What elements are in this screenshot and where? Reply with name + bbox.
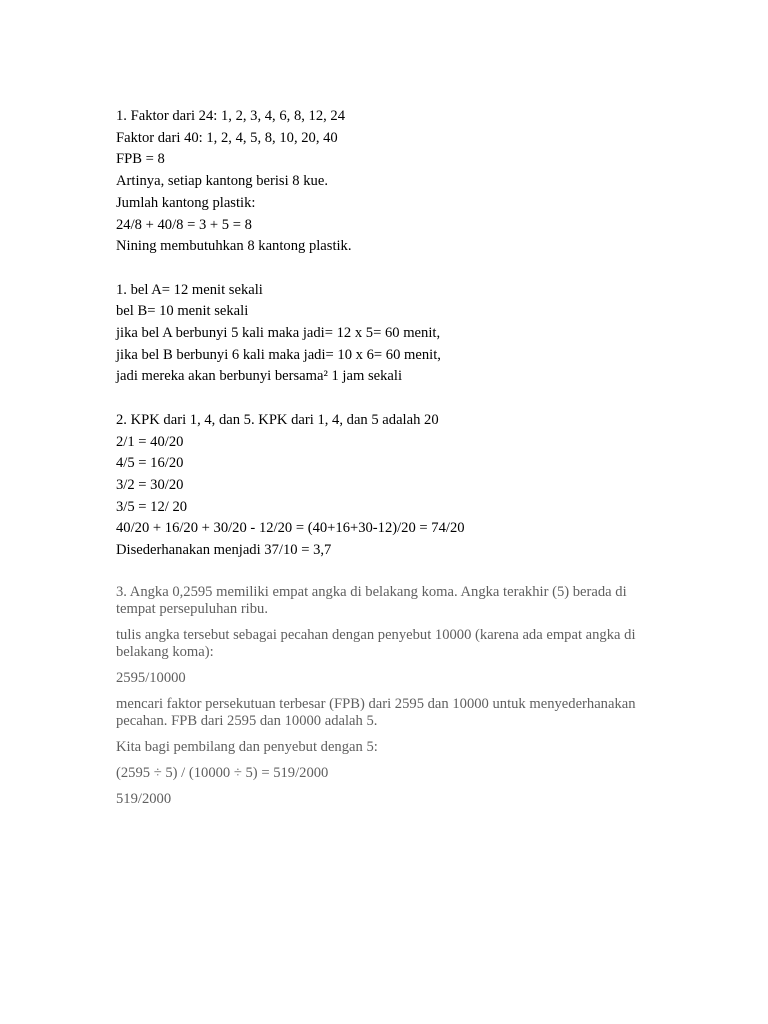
answer-kpk-block <box>116 410 661 562</box>
text-line: jika bel B berbunyi 6 kali maka jadi= 10 x 6= 60 menit, <box>116 346 441 363</box>
paragraph: 3. Angka 0,2595 memiliki empat angka di belakang koma. Angka terakhir (5) berada di tempat persepuluhan ribu. <box>116 583 627 617</box>
text-line: 2/1 = 40/20 <box>116 433 184 450</box>
paragraph: Kita bagi pembilang dan penyebut dengan 5: <box>116 738 378 755</box>
document-page <box>116 106 661 817</box>
paragraph: 2595/10000 <box>116 669 186 686</box>
text-line: Jumlah kantong plastik: <box>116 194 256 211</box>
text-line: jadi mereka akan berbunyi bersama² 1 jam sekali <box>116 368 403 385</box>
paragraph: mencari faktor persekutuan terbesar (FPB) dari 2595 dan 10000 untuk menyederhanakan pecahan. FPB dari 2595 dan 10000 adalah 5. <box>116 695 636 729</box>
answer-bell-block <box>116 280 661 389</box>
answer-fpb-block <box>116 106 661 258</box>
paragraph-gap <box>116 388 661 410</box>
text-line: Artinya, setiap kantong berisi 8 kue. <box>116 173 328 190</box>
paragraph: tulis angka tersebut sebagai pecahan dengan penyebut 10000 (karena ada empat angka di belakang koma): <box>116 626 636 660</box>
paragraph: 519/2000 <box>116 790 172 807</box>
answer-decimal-fraction-block <box>116 584 661 808</box>
text-line: Disederhanakan menjadi 37/10 = 3,7 <box>116 542 332 559</box>
text-line: 2. KPK dari 1, 4, dan 5. KPK dari 1, 4, dan 5 adalah 20 <box>116 411 439 428</box>
text-line: 3/2 = 30/20 <box>116 476 184 493</box>
text-line: 3/5 = 12/ 20 <box>116 498 188 515</box>
text-line: Faktor dari 40: 1, 2, 4, 5, 8, 10, 20, 40 <box>116 129 338 146</box>
text-line: bel B= 10 menit sekali <box>116 303 249 320</box>
text-line: 1. bel A= 12 menit sekali <box>116 281 263 298</box>
text-line: 4/5 = 16/20 <box>116 455 184 472</box>
paragraph-gap <box>116 258 661 280</box>
text-line: FPB = 8 <box>116 151 165 168</box>
paragraph: (2595 ÷ 5) / (10000 ÷ 5) = 519/2000 <box>116 764 329 781</box>
text-line: Nining membutuhkan 8 kantong plastik. <box>116 238 352 255</box>
text-line: 24/8 + 40/8 = 3 + 5 = 8 <box>116 216 252 233</box>
text-line: 1. Faktor dari 24: 1, 2, 3, 4, 6, 8, 12, 24 <box>116 108 346 124</box>
text-line: jika bel A berbunyi 5 kali maka jadi= 12 x 5= 60 menit, <box>116 325 441 342</box>
text-line: 40/20 + 16/20 + 30/20 - 12/20 = (40+16+30-12)/20 = 74/20 <box>116 520 465 537</box>
